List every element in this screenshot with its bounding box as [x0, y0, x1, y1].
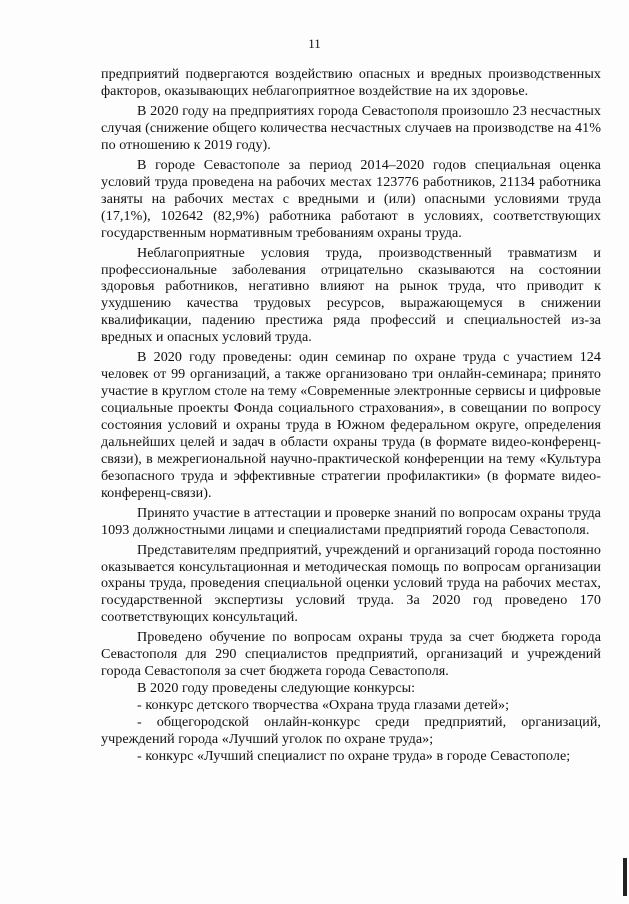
document-body — [101, 66, 601, 765]
page-number: 11 — [308, 36, 321, 51]
scan-edge-mark — [623, 858, 627, 896]
list-item-contest: - конкурс детского творчества «Охрана труда глазами детей»; — [137, 696, 510, 713]
paragraph-contests-intro: В 2020 году проведены следующие конкурсы: — [137, 680, 416, 697]
paragraph-continuation: предприятий подвергаются воздействию опасных и вредных производственных факторов, оказывающих неблагоприятное воздействие на их здоровье. — [101, 66, 601, 99]
paragraph-seminars-2020: В 2020 году проведены: один семинар по охране труда с участием 124 человек от 99 организаций, а также организовано три онлайн-семинара; принято участие в круглом столе на тему «Современные электронные сервисы и цифровые социальные проекты Фонда социального страхования», в совещании по вопросу состояния условий и охраны труда в Южном федеральном округе, определения дальнейших целей и задач в области охраны труда (в формате видео-конференц-связи), в межрегиональной научно-практической конференции на тему «Культура безопасного труда и эффективные стратегии профилактики» (в формате видео-конференц-связи). — [101, 349, 601, 501]
paragraph-consultations: Представителям предприятий, учреждений и организаций города постоянно оказывается консультационная и методическая помощь по вопросам организации охраны труда, проведения специальной оценки условий труда на рабочих местах, государственной экспертизы условий труда. За 2020 год проведено 170 соответствующих консультаций. — [101, 541, 601, 626]
paragraph-training: Проведено обучение по вопросам охраны труда за счет бюджета города Севастополя для 290 специалистов предприятий, организаций и учреждений города Севастополя за счет бюджета города Севастополя. — [101, 629, 601, 680]
paragraph-unfavorable-conditions: Неблагоприятные условия труда, производственный травматизм и профессиональные заболевания отрицательно сказываются на состоянии здоровья работников, негативно влияют на рынок труда, что приводит к ухудшению качества трудовых ресурсов, выражающемуся в снижении квалификации, падению престижа ряда профессий и специальностей из-за вредных и опасных условий труда. — [101, 244, 601, 346]
list-item-contest: - общегородской онлайн-конкурс среди предприятий, организаций, учреждений города «Лучший уголок по охране труда»; — [101, 713, 601, 747]
paragraph-knowledge-check: Принято участие в аттестации и проверке знаний по вопросам охраны труда 1093 должностными лицами и специалистами предприятий города Севастополя. — [101, 504, 601, 538]
list-item-contest: - конкурс «Лучший специалист по охране труда» в городе Севастополе; — [137, 747, 571, 764]
paragraph-accidents-2020: В 2020 году на предприятиях города Севастополя произошло 23 несчастных случая (снижение общего количества несчастных случаев на производстве на 41% по отношению к 2019 году). — [101, 103, 601, 153]
paragraph-special-assessment: В городе Севастополе за период 2014–2020 годов специальная оценка условий труда проведена на рабочих местах 123776 работников, 21134 работника заняты на рабочих местах с вредными и (или) опасными условиями труда (17,1%), 102642 (82,9%) работника работают в условиях, соответствующих государственным нормативным требованиям охраны труда. — [101, 156, 601, 241]
